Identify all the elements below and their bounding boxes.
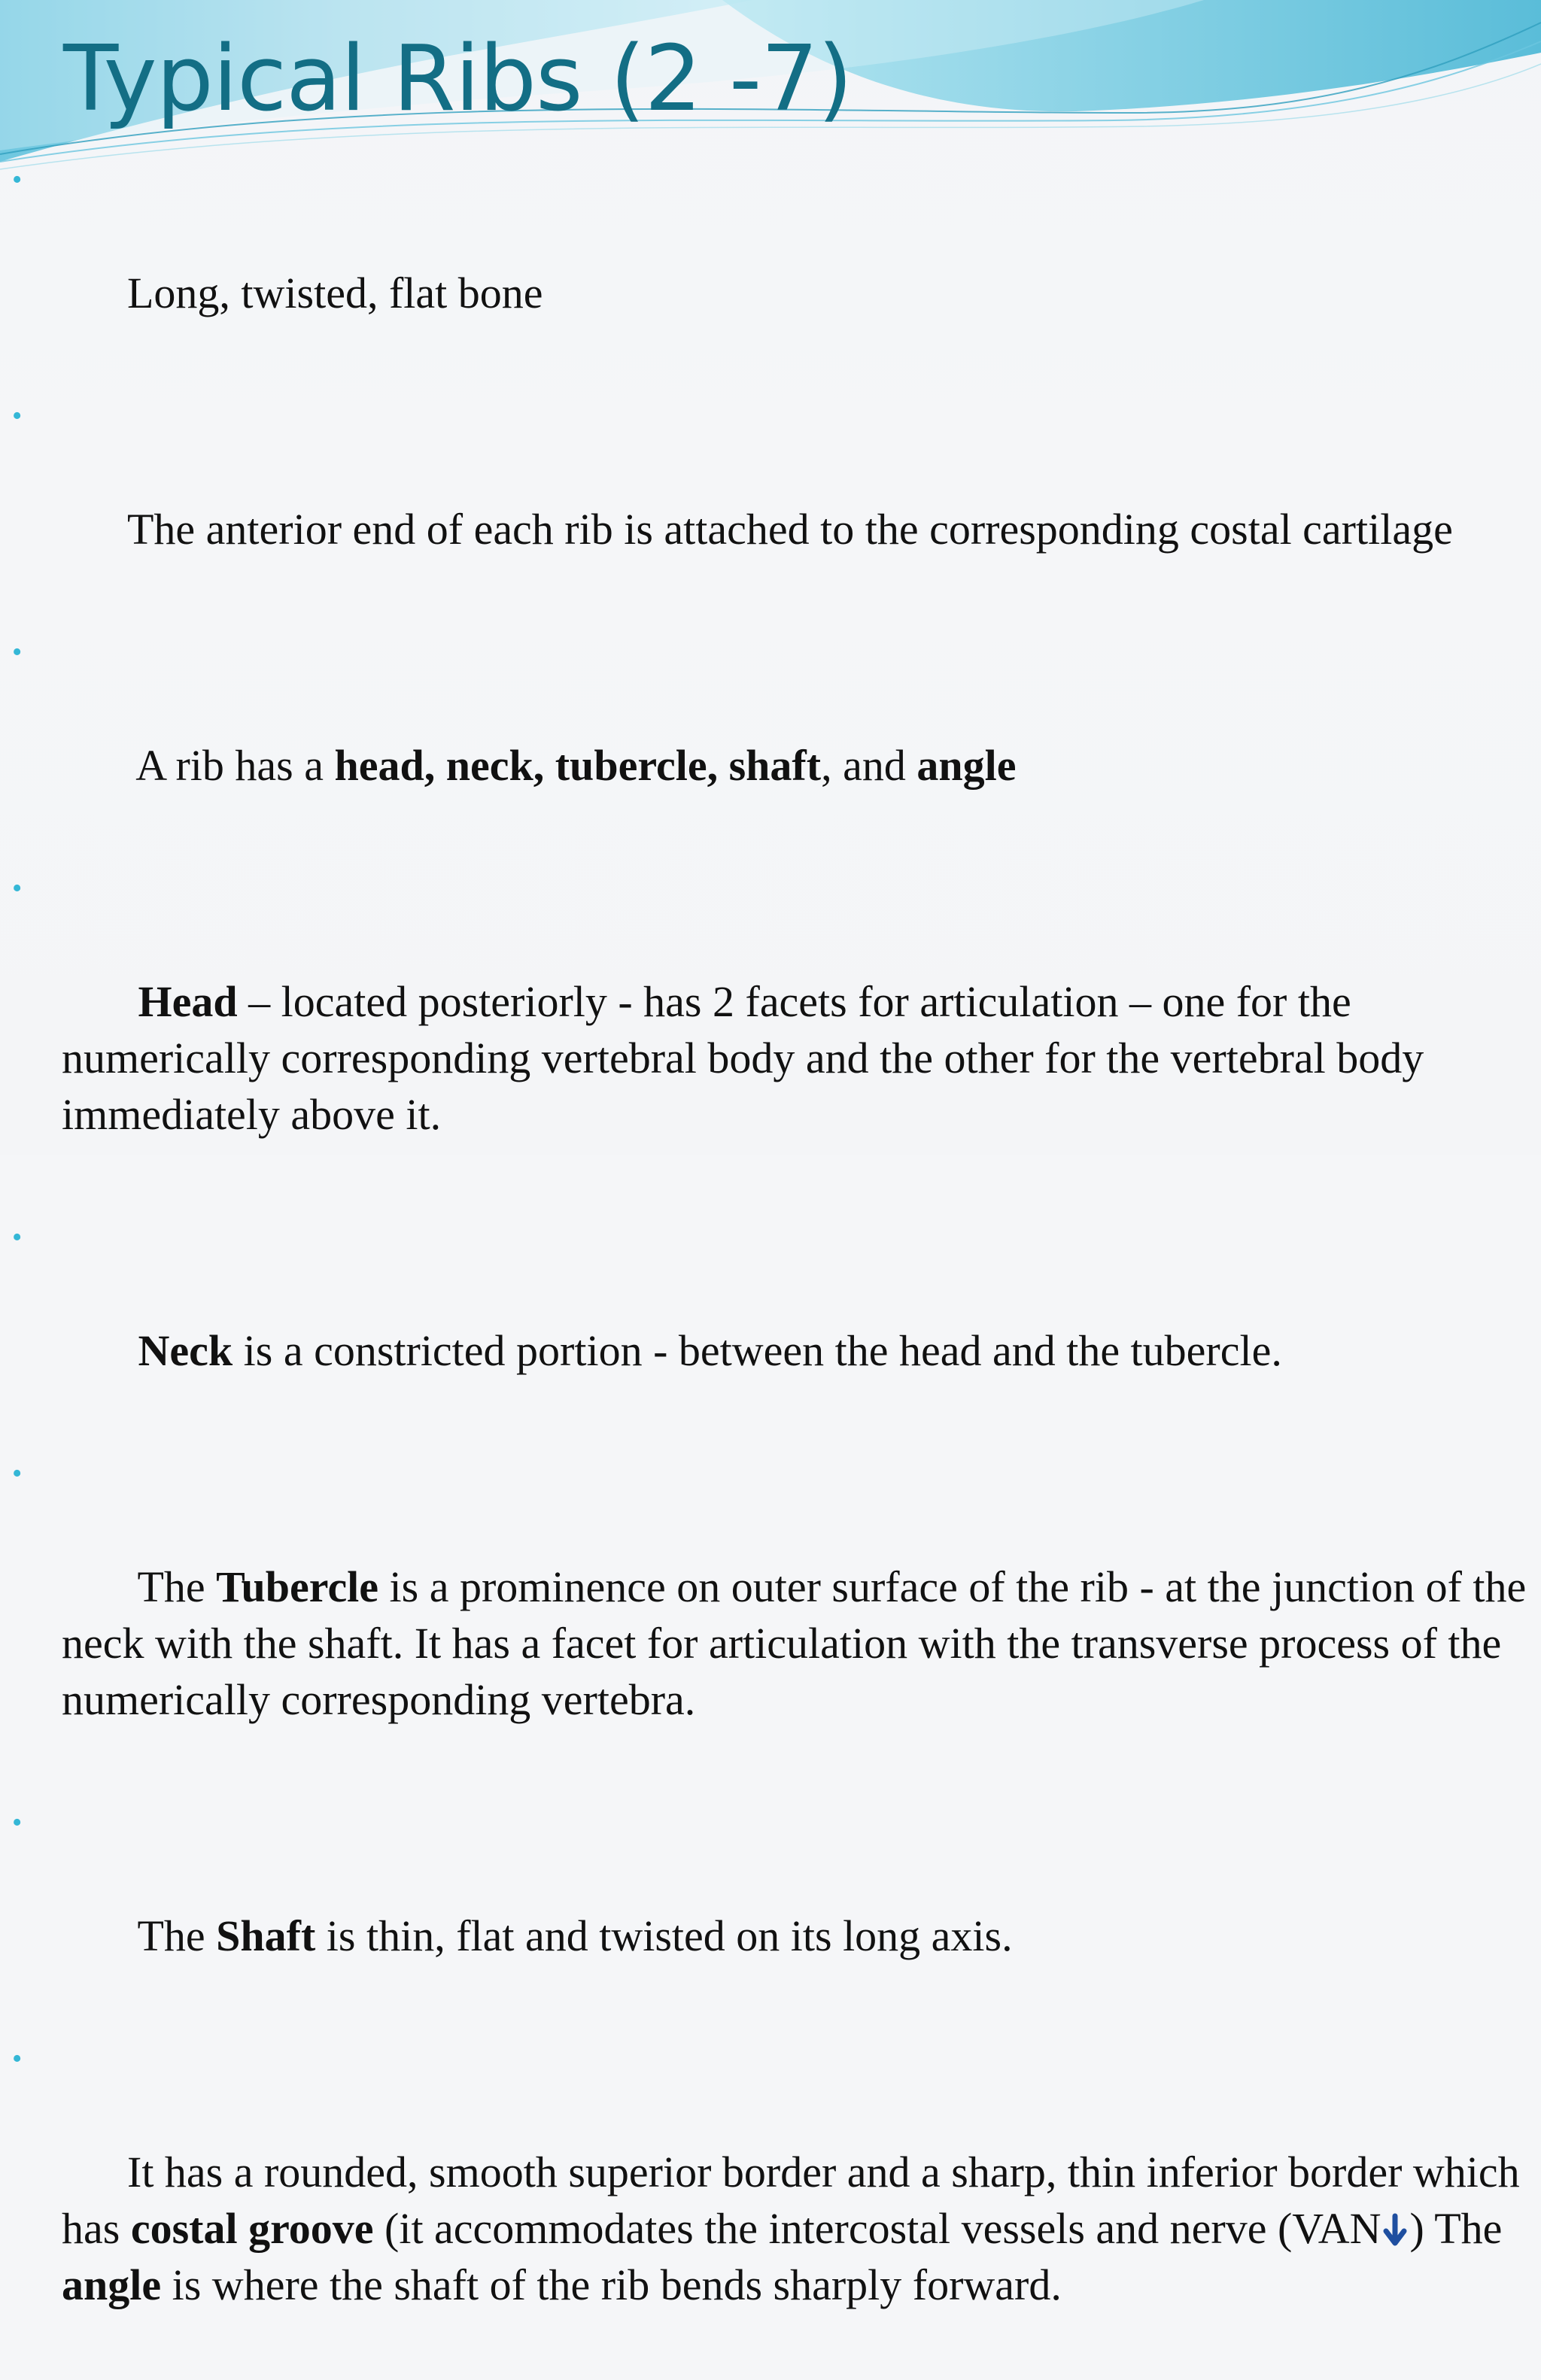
bullet-text: The anterior end of each rib is attached to the corresponding costal cartilage <box>127 505 1453 554</box>
bullet-item <box>0 1446 1541 1784</box>
bullet-dot-icon: • <box>12 636 23 668</box>
bullet-dot-icon: • <box>12 1458 23 1489</box>
bullet-text: is a prominence on outer surface of the rib - at the junction of the neck with the shaft. It has a facet for articulation with the transverse process of the numerically corresponding vertebra. <box>62 1562 1537 1724</box>
bullet-dot-icon: • <box>12 164 23 196</box>
bullet-dot-icon: • <box>12 2043 23 2075</box>
bold-term: Neck <box>138 1326 233 1375</box>
bold-term: costal groove <box>130 2204 374 2253</box>
bold-term: Head <box>138 977 238 1026</box>
bullet-text: It has a rounded, smooth superior border and a sharp, thin inferior border which has <box>62 2148 1531 2253</box>
bullet-text: Long, twisted, flat bone <box>127 269 543 317</box>
bullet-dot-icon: • <box>12 873 23 904</box>
bullet-text: is where the shaft of the rib bends sharply forward. <box>161 2260 1062 2309</box>
bullet-item <box>0 624 1541 850</box>
bullet-dot-icon: • <box>12 1222 23 1253</box>
bold-term: Shaft <box>216 1911 316 1960</box>
bullet-list <box>0 152 1541 2380</box>
bullet-item <box>0 861 1541 1199</box>
bullet-item <box>0 388 1541 614</box>
bullet-text: ) The <box>1409 2204 1513 2253</box>
bullet-dot-icon: • <box>12 1807 23 1838</box>
bold-term: head, neck, tubercle, shaft <box>334 741 822 790</box>
bold-term: Tubercle <box>216 1562 379 1611</box>
bullet-text: The <box>127 1562 217 1611</box>
bullet-text: (it accommodates the intercostal vessels and nerve (VAN <box>373 2204 1381 2253</box>
bullet-dot-icon: • <box>12 400 23 432</box>
bullet-text <box>127 1326 138 1375</box>
bullet-item <box>0 2031 1541 2369</box>
bullet-text: is a constricted portion - between the head and the tubercle. <box>233 1326 1282 1375</box>
bullet-item <box>0 1795 1541 2020</box>
bullet-text: is thin, flat and twisted on its long axis. <box>315 1911 1013 1960</box>
bullet-item <box>0 1210 1541 1435</box>
arrow-down-icon <box>1382 2213 1408 2248</box>
bullet-item <box>0 152 1541 378</box>
slide-title: Typical Ribs (2 -7) <box>63 27 853 132</box>
bullet-text <box>127 977 138 1026</box>
bullet-text: A rib has a <box>127 741 335 790</box>
bullet-text: , and <box>821 741 917 790</box>
bullet-text: – located posteriorly - has 2 facets for articulation – one for the numerically corresponding vertebral body and the other for the vertebral body immediately above it. <box>62 977 1435 1139</box>
bold-term: angle <box>916 741 1017 790</box>
bold-term: angle <box>62 2260 162 2309</box>
bullet-text: The <box>127 1911 217 1960</box>
